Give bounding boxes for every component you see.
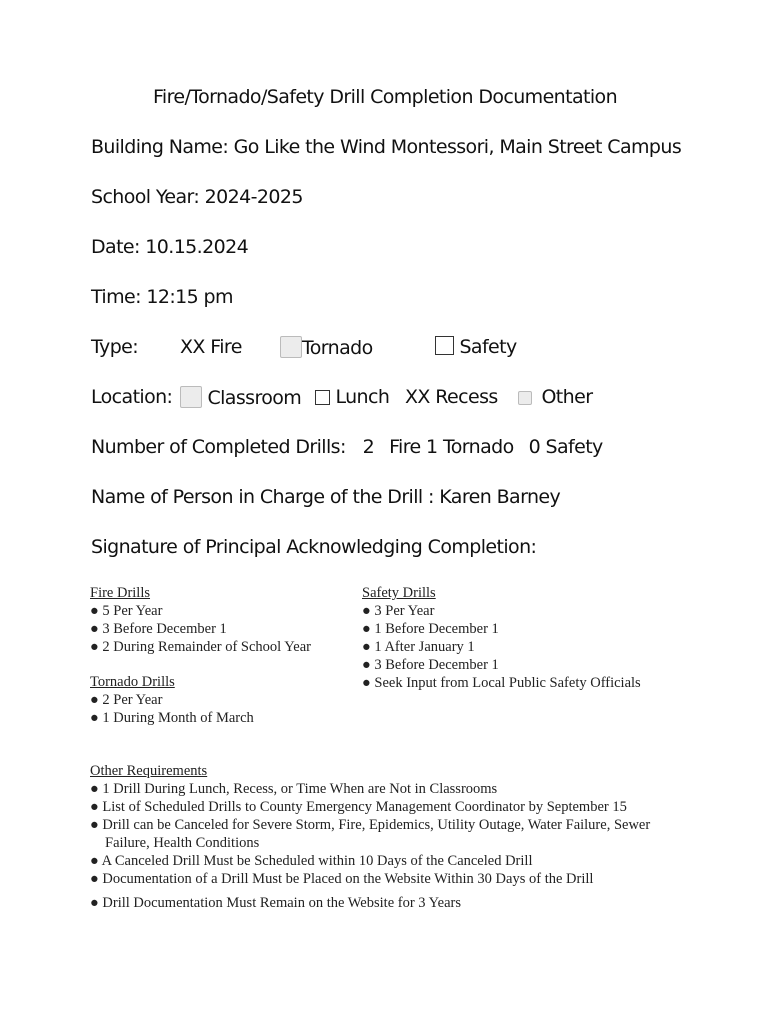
fire-drills-section [90, 584, 311, 656]
list-item: ● 5 Per Year [90, 603, 163, 619]
location-label: Location: [91, 386, 173, 408]
date-line [91, 236, 248, 258]
signature-line [91, 536, 536, 558]
list-item: ● 3 Before December 1 [362, 657, 499, 673]
list-item: ● 1 Before December 1 [362, 621, 499, 637]
completed-drills-label: Number of Completed Drills: [91, 436, 346, 458]
time-value: 12:15 pm [146, 286, 233, 308]
safety-checkbox-icon[interactable] [435, 336, 454, 355]
completed-safety-count: 0 [528, 436, 541, 458]
list-item: ● Drill Documentation Must Remain on the Website for 3 Years [90, 895, 461, 911]
list-item: ● A Canceled Drill Must be Scheduled within 10 Days of the Canceled Drill [90, 853, 533, 869]
completed-tornado-label: Tornado [443, 436, 514, 458]
type-label: Type: [91, 336, 139, 358]
type-fire-mark: XX [180, 336, 205, 358]
completed-fire-count: 2 [362, 436, 375, 458]
list-item: ● 1 After January 1 [362, 639, 475, 655]
list-item: ● 2 During Remainder of School Year [90, 639, 311, 655]
safety-drills-heading: Safety Drills [362, 585, 436, 601]
person-in-charge-label: Name of Person in Charge of the Drill : [91, 486, 434, 508]
type-safety-option[interactable] [435, 336, 517, 358]
list-item: ● Drill can be Canceled for Severe Storm, Fire, Epidemics, Utility Outage, Water Failure, Sewer [90, 817, 651, 833]
document-title: Fire/Tornado/Safety Drill Completion Documentation [152, 86, 618, 108]
tornado-drills-heading: Tornado Drills [90, 674, 175, 690]
location-lunch-option[interactable] [315, 386, 389, 408]
tornado-checkbox-icon[interactable] [280, 336, 302, 358]
lunch-checkbox-icon[interactable] [315, 390, 330, 405]
other-checkbox-icon[interactable] [518, 391, 532, 405]
location-other-label: Other [541, 386, 593, 408]
building-name-label: Building Name: [91, 136, 229, 158]
tornado-drills-section [90, 673, 254, 727]
school-year-label: School Year: [91, 186, 200, 208]
type-tornado-label: Tornado [302, 337, 373, 359]
date-value: 10.15.2024 [145, 236, 249, 258]
other-requirements-heading: Other Requirements [90, 763, 208, 779]
list-item: ● 3 Before December 1 [90, 621, 227, 637]
location-classroom-label: Classroom [207, 387, 302, 409]
type-line [91, 336, 138, 358]
completed-safety-label: Safety [545, 436, 603, 458]
list-item: ● List of Scheduled Drills to County Emergency Management Coordinator by September 15 [90, 799, 627, 815]
completed-tornado-count: 1 [426, 436, 438, 458]
location-recess-label: Recess [435, 386, 498, 408]
list-item-continuation: Failure, Health Conditions [105, 835, 260, 851]
date-label: Date: [91, 236, 140, 258]
list-item: ● 1 During Month of March [90, 710, 254, 726]
building-name-value: Go Like the Wind Montessori, Main Street Campus [233, 136, 682, 158]
type-fire-label: Fire [210, 336, 242, 358]
safety-drills-section [362, 584, 641, 692]
person-in-charge-line [91, 486, 560, 508]
classroom-checkbox-icon[interactable] [180, 386, 202, 408]
list-item: ● 1 Drill During Lunch, Recess, or Time When are Not in Classrooms [90, 781, 498, 797]
type-safety-label: Safety [459, 336, 517, 358]
list-item: ● 3 Per Year [362, 603, 435, 619]
location-other-option[interactable] [518, 386, 592, 408]
time-line [91, 286, 233, 308]
type-fire-option[interactable] [180, 336, 242, 358]
type-tornado-option[interactable] [280, 336, 373, 359]
completed-drills-line [91, 436, 603, 458]
other-requirements-section [90, 762, 730, 912]
building-name-line [91, 136, 681, 158]
location-recess-option[interactable] [405, 386, 498, 408]
signature-label: Signature of Principal Acknowledging Completion: [91, 536, 537, 558]
list-item: ● Documentation of a Drill Must be Placed on the Website Within 30 Days of the Drill [90, 871, 594, 887]
location-recess-mark: XX [405, 386, 430, 408]
location-label-wrap [91, 386, 172, 408]
list-item: ● 2 Per Year [90, 692, 163, 708]
time-label: Time: [91, 286, 141, 308]
completed-fire-label: Fire [389, 436, 421, 458]
fire-drills-heading: Fire Drills [90, 585, 151, 601]
person-in-charge-value: Karen Barney [439, 486, 561, 508]
location-classroom-option[interactable] [180, 386, 301, 409]
list-item: ● Seek Input from Local Public Safety Officials [362, 675, 641, 691]
school-year-line [91, 186, 303, 208]
school-year-value: 2024-2025 [204, 186, 303, 208]
location-lunch-label: Lunch [335, 386, 390, 408]
